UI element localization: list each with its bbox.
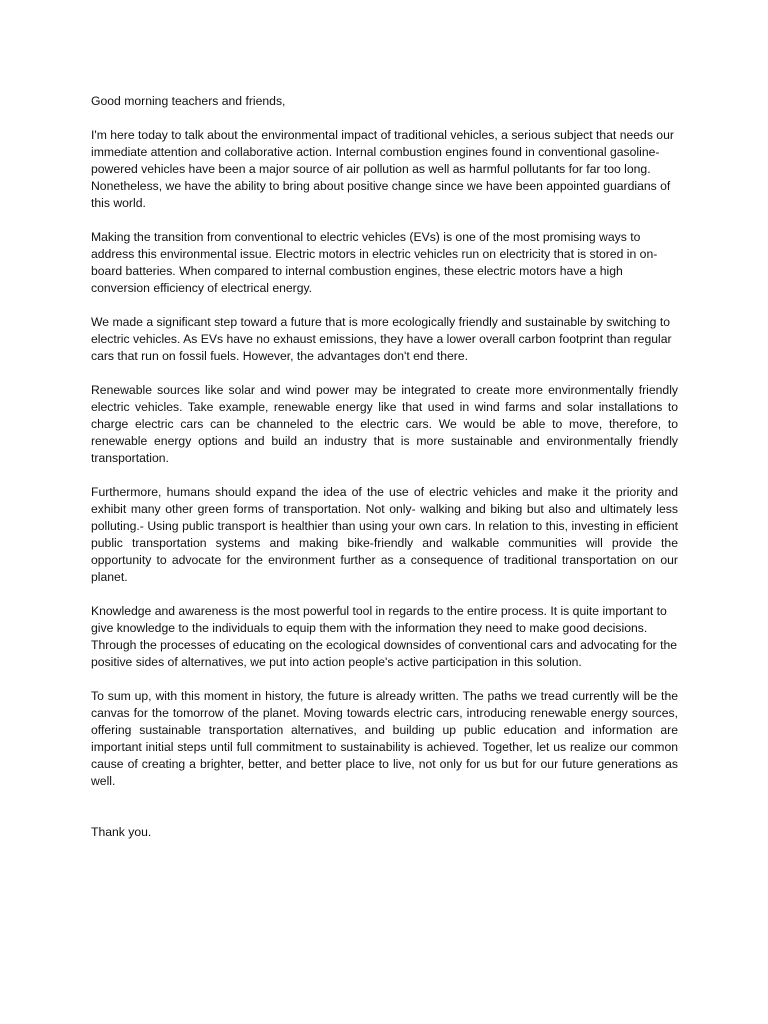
paragraph-intro: I'm here today to talk about the environmental impact of traditional vehicles, a serious subject that needs our immediate attention and collaborative action. Internal combustion engines found in conventional gasoline-powered vehicles have been a major source of air pollution as well as harmful pollutants for far too long. Nonetheless, we have the ability to bring about positive change since we have been appointed guardians of this world. xyxy=(91,128,674,210)
greeting: Good morning teachers and friends, xyxy=(91,94,286,108)
paragraph-ev-transition: Making the transition from conventional to electric vehicles (EVs) is one of the most promising ways to address this environmental issue. Electric motors in electric vehicles run on electricity that is stored in on-board batteries. When compared to internal combustion engines, these electric motors have a high conversion efficiency of electrical energy. xyxy=(91,230,658,295)
paragraph-conclusion: To sum up, with this moment in history, the future is already written. The paths we tread currently will be the canvas for the tomorrow of the planet. Moving towards electric cars, introducing renewable energy sources, offering sustainable transportation alternatives, and building up public education and information are important initial steps until full commitment to sustainability is achieved. Together, let us realize our common cause of creating a brighter, better, and better place to live, not only for us but for our future generations as well. xyxy=(91,689,678,788)
paragraph-renewable-energy: Renewable sources like solar and wind power may be integrated to create more environmentally friendly electric vehicles. Take example, renewable energy like that used in wind farms and solar installations to charge electric cars can be channeled to the electric cars. We would be able to move, therefore, to renewable energy options and build an industry that is more sustainable and environmentally friendly transportation. xyxy=(91,383,678,465)
signoff: Thank you. xyxy=(91,825,152,839)
speech-document xyxy=(91,93,678,858)
paragraph-sustainability-step: We made a significant step toward a future that is more ecologically friendly and sustainable by switching to electric vehicles. As EVs have no exhaust emissions, they have a lower overall carbon footprint than regular cars that run on fossil fuels. However, the advantages don't end there. xyxy=(91,315,672,363)
paragraph-knowledge-awareness: Knowledge and awareness is the most powerful tool in regards to the entire process. It is quite important to give knowledge to the individuals to equip them with the information they need to make good decisions. Through the processes of educating on the ecological downsides of conventional cars and advocating for the positive sides of alternatives, we put into action people's active participation in this solution. xyxy=(91,604,678,669)
paragraph-green-transport: Furthermore, humans should expand the idea of the use of electric vehicles and make it the priority and exhibit many other green forms of transportation. Not only- walking and biking but also and ultimately less polluting.- Using public transport is healthier than using your own cars. In relation to this, investing in efficient public transportation systems and making bike-friendly and walkable communities will provide the opportunity to advocate for the environment further as a consequence of traditional transportation on our planet. xyxy=(91,485,678,584)
